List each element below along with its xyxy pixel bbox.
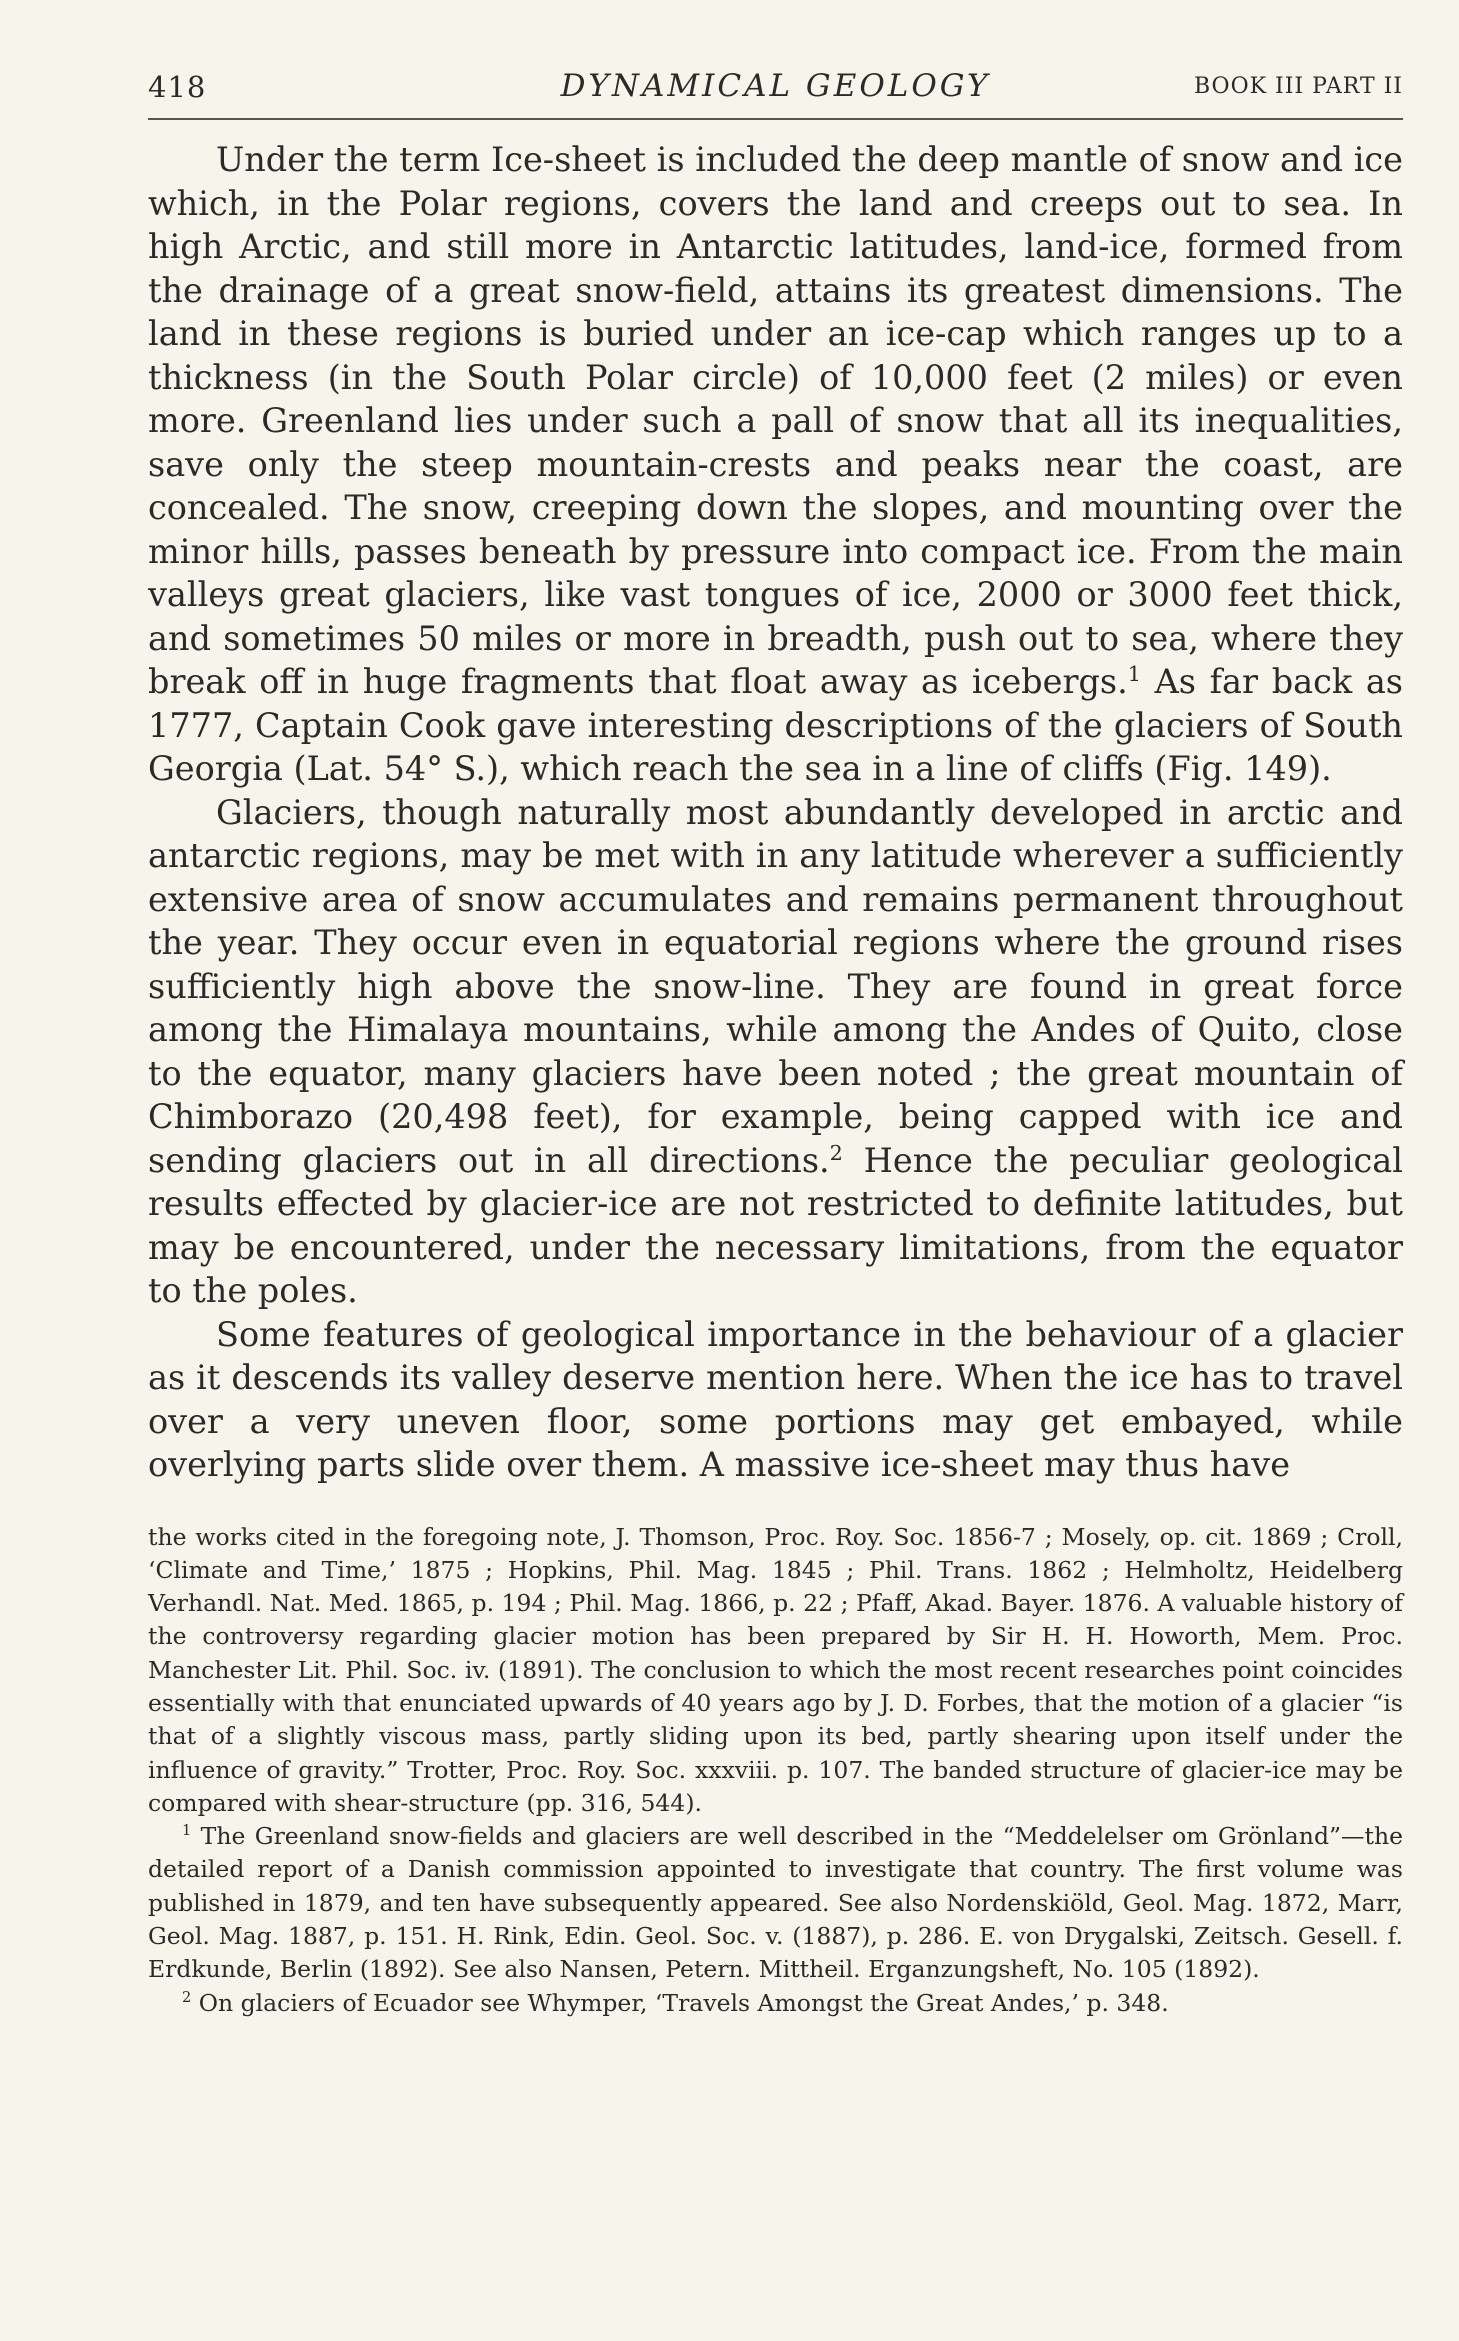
section-label: BOOK III PART II [1193,74,1403,99]
paragraph [148,138,1403,791]
running-head [148,60,1403,120]
footnote-ref: 2 [829,1140,843,1165]
footnote-mark: 2 [182,1988,192,2006]
body-text [148,138,1403,1487]
paragraph-text: Glaciers, though naturally most abundantly developed in arctic and antarctic regions, may be met with in any latitude wherever a sufficiently extensive area of snow accumulates and remains permanent throughout the year. They occur even in equatorial regions where the ground rises sufficiently high above the snow-line. They are found in great force among the Himalaya mountains, while among the Andes of Quito, close to the equator, many glaciers have been noted ; the great mountain of Chimborazo (20,498 feet), for example, being capped with ice and sending glaciers out in all directions. [148,792,1403,1180]
footnotes [148,1521,1403,2020]
footnote-ref: 1 [1127,661,1141,686]
paragraph-text: As far back as 1777, Captain Cook gave interesting descriptions of the glaciers of South Georgia (Lat. 54° S.), which reach the sea in a line of cliffs (Fig. 149). [148,662,1403,788]
paragraph [148,791,1403,1313]
footnote-1 [148,1820,1403,1986]
paragraph-text: Under the term Ice-sheet is included the deep mantle of snow and ice which, in the Polar regions, covers the land and creeps out to sea. In high Arctic, and still more in Antarctic latitudes, land-ice, formed from the drainage of a great snow-field, attains its greatest dimensions. The land in these regions is buried under an ice-cap which ranges up to a thickness (in the South Polar circle) of 10,000 feet (2 miles) or even more. Greenland lies under such a pall of snow that all its inequalities, save only the steep mountain-crests and peaks near the coast, are concealed. The snow, creeping down the slopes, and mounting over the minor hills, passes beneath by pressure into compact ice. From the main valleys great glaciers, like vast tongues of ice, 2000 or 3000 feet thick, and sometimes 50 miles or more in breadth, push out to sea, where they break off in huge fragments that float away as icebergs. [148,140,1403,701]
book-page [148,60,1403,2020]
footnote-text: On glaciers of Ecuador see Whymper, ‘Travels Amongst the Great Andes,’ p. 348. [191,1988,1169,2017]
footnote-mark: 1 [182,1822,192,1840]
footnote-text: The Greenland snow-fields and glaciers are well described in the “Meddelelser om Grönland”—the detailed report of a Danish commission appointed to investigate that country. The first volume was published in 1879, and ten have subsequently appeared. See also Nordenskiöld, Geol. Mag. 1872, Marr, Geol. Mag. 1887, p. 151. H. Rink, Edin. Geol. Soc. v. (1887), p. 286. E. von Drygalski, Zeitsch. Gesell. f. Erdkunde, Berlin (1892). See also Nansen, Petern. Mittheil. Erganzungsheft, No. 105 (1892). [148,1822,1403,1984]
footnote-2 [148,1987,1403,2020]
paragraph: Some features of geological importance in the behaviour of a glacier as it descends its valley deserve mention here. When the ice has to travel over a very uneven floor, some portions may get embayed, while overlying parts slide over them. A massive ice-sheet may thus have [148,1314,1403,1484]
page-number: 418 [148,70,207,104]
footnote-continued: the works cited in the foregoing note, J. Thomson, Proc. Roy. Soc. 1856-7 ; Mosely, op. cit. 1869 ; Croll, ‘Climate and Time,’ 1875 ; Hopkins, Phil. Mag. 1845 ; Phil. Trans. 1862 ; Helmholtz, Heidelberg Verhandl. Nat. Med. 1865, p. 194 ; Phil. Mag. 1866, p. 22 ; Pfaff, Akad. Bayer. 1876. A valuable history of the controversy regarding glacier motion has been prepared by Sir H. H. Howorth, Mem. Proc. Manchester Lit. Phil. Soc. iv. (1891). The conclusion to which the most recent researches point coincides essentially with that enunciated upwards of 40 years ago by J. D. Forbes, that the motion of a glacier “is that of a slightly viscous mass, partly sliding upon its bed, partly shearing upon itself under the influence of gravity.” Trotter, Proc. Roy. Soc. xxxviii. p. 107. The banded structure of glacier-ice may be compared with shear-structure (pp. 316, 544). [148,1522,1403,1817]
paragraph-text: Hence the peculiar geological results effected by glacier-ice are not restricted to definite latitudes, but may be encountered, under the necessary limitations, from the equator to the poles. [148,1140,1403,1310]
running-title: DYNAMICAL GEOLOGY [560,68,991,104]
